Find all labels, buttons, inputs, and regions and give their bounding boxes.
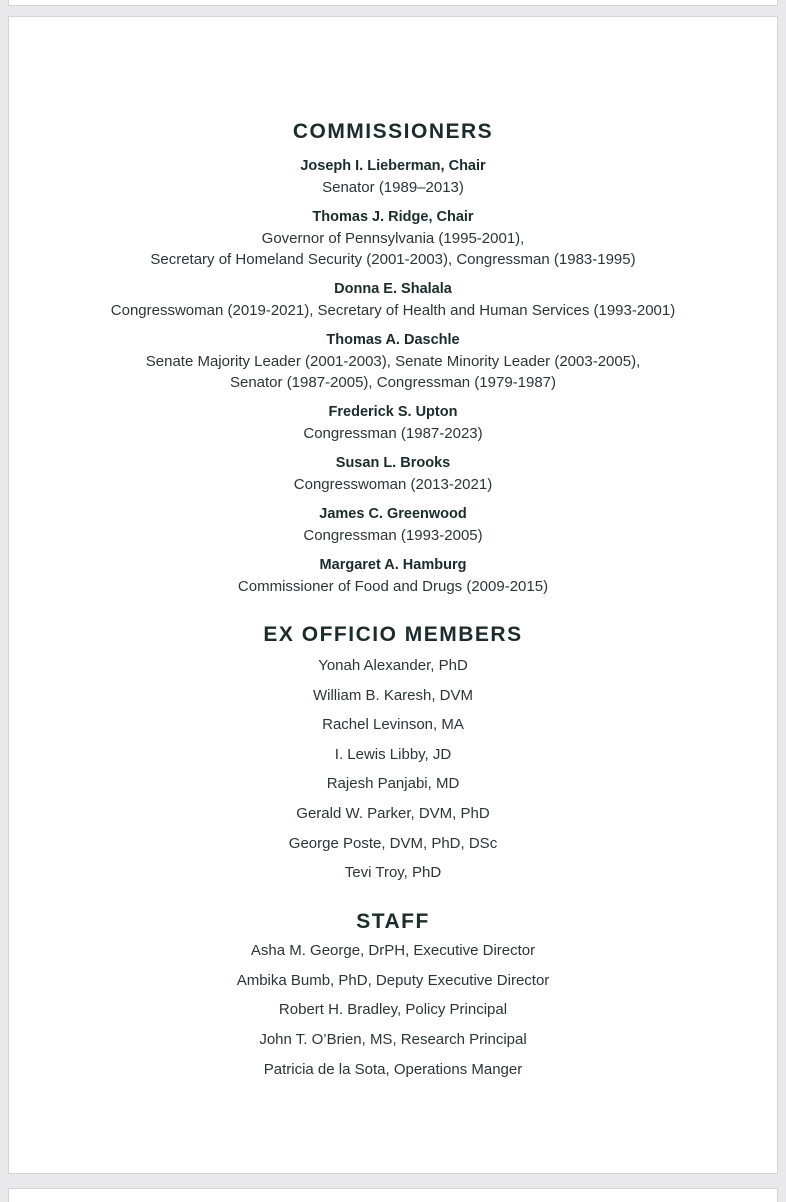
previous-page-edge [8,0,778,6]
commissioner-name: Frederick S. Upton [328,404,458,420]
commissioner-name: Donna E. Shalala [334,281,452,297]
ex-officio-member: Yonah Alexander, PhD [318,657,468,674]
ex-officio-heading: EX OFFICIO MEMBERS [263,623,523,646]
commissioners-heading: COMMISSIONERS [292,120,494,143]
ex-officio-member: Rachel Levinson, MA [322,716,464,734]
commissioner-entry [9,207,777,270]
commissioner-name: Susan L. Brooks [335,455,451,471]
commissioner-name: Thomas J. Ridge, Chair [312,209,474,225]
commissioner-role: Congresswoman (2013-2021) [293,476,493,493]
commissioner-entry [9,402,777,444]
commissioner-role: Senator (1989–2013) [322,179,464,196]
staff-member: Robert H. Bradley, Policy Principal [278,1001,508,1019]
staff-list [9,940,777,1079]
document-page [8,16,778,1174]
commissioner-role: Commissioner of Food and Drugs (2009-2015) [237,578,549,595]
commissioner-entry [9,555,777,597]
commissioner-entry [9,156,777,198]
commissioner-role: Congresswoman (2019-2021), Secretary of Health and Human Services (1993-2001) [110,302,676,319]
commissioner-name: Thomas A. Daschle [326,332,460,348]
commissioner-entry [9,504,777,546]
ex-officio-member: Gerald W. Parker, DVM, PhD [296,804,490,822]
staff-heading: STAFF [356,910,430,934]
commissioner-role: Senate Majority Leader (2001-2003), Senate Minority Leader (2003-2005), [145,353,641,370]
page-content [9,17,777,1080]
staff-member: Asha M. George, DrPH, Executive Director [250,942,536,960]
ex-officio-member: George Poste, DVM, PhD, DSc [288,834,498,852]
commissioner-role: Governor of Pennsylvania (1995-2001), [261,230,525,247]
commissioner-name: Joseph I. Lieberman, Chair [300,158,486,174]
commissioner-role: Senator (1987-2005), Congressman (1979-1987) [229,374,557,391]
staff-member: Ambika Bumb, PhD, Deputy Executive Director [236,971,550,989]
commissioner-entry [9,279,777,321]
staff-member: John T. O’Brien, MS, Research Principal [259,1030,527,1048]
ex-officio-member: Rajesh Panjabi, MD [326,775,460,793]
ex-officio-member: William B. Karesh, DVM [312,686,474,704]
ex-officio-list [9,655,777,883]
commissioner-name: James C. Greenwood [319,506,467,522]
ex-officio-member: I. Lewis Libby, JD [334,745,452,763]
staff-member: Patricia de la Sota, Operations Manger [263,1060,523,1078]
commissioner-entry [9,330,777,393]
commissioner-role: Congressman (1993-2005) [303,527,483,544]
commissioner-role: Secretary of Homeland Security (2001-2003), Congressman (1983-1995) [150,251,636,268]
commissioner-role: Congressman (1987-2023) [303,425,483,442]
ex-officio-member: Tevi Troy, PhD [344,864,442,882]
commissioners-list [9,156,777,597]
commissioner-name: Margaret A. Hamburg [319,557,467,573]
commissioner-entry [9,453,777,495]
